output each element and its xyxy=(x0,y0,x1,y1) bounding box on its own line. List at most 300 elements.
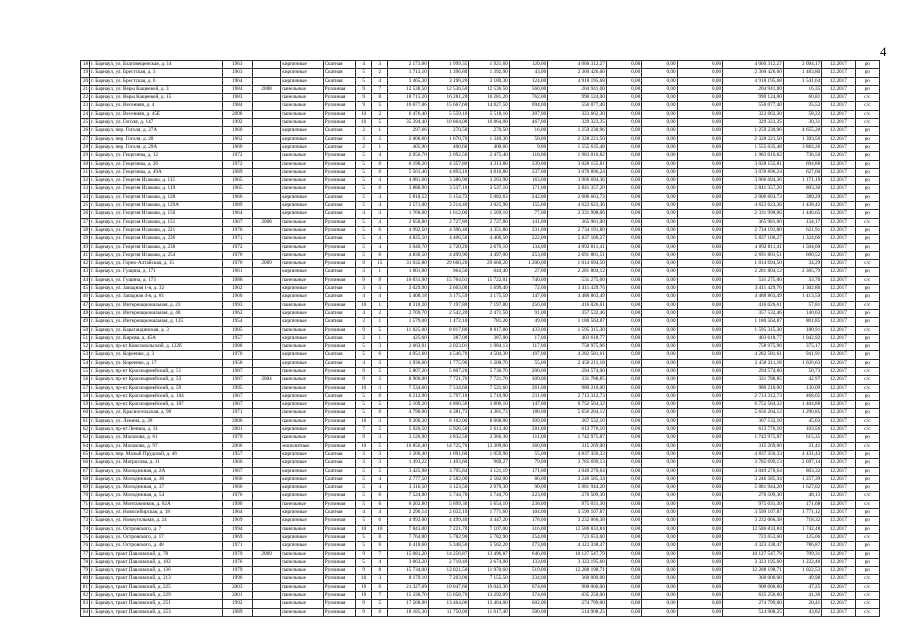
cost-per-sqm-cell: 103,56 xyxy=(783,426,821,434)
residential-area-cell: 13 496,87 xyxy=(469,550,509,558)
floors-cell: 9 xyxy=(356,260,372,268)
wall-material-cell: панельные xyxy=(281,376,323,384)
regional-funds-cell: 0,00 xyxy=(642,550,677,558)
owners-funds-cell: 331 788,85 xyxy=(723,376,784,384)
fund-method-cell: с/с xyxy=(855,600,879,608)
floors-cell: 10 xyxy=(356,525,372,533)
address-cell: г. Барнаул, тракт Павловский, д. 136 xyxy=(90,567,222,575)
wall-material-cell: кирпичные xyxy=(281,61,323,69)
address-cell: г. Барнаул, ул. Западная 1-я, д. 32 xyxy=(90,285,222,293)
living-area-cell: 5 797,10 xyxy=(428,392,468,400)
floors-cell: 9 xyxy=(356,600,372,608)
municipal-funds-cell: 0,00 xyxy=(677,268,723,276)
roof-type-cell: Рулонная xyxy=(323,218,355,226)
row-number-cell: 70 xyxy=(81,492,90,500)
municipal-funds-cell: 0,00 xyxy=(677,525,723,533)
completion-date-cell: 12.2017 xyxy=(822,276,855,284)
owners-funds-cell: 3 966 694,36 xyxy=(723,177,784,185)
cost-per-sqm-cell: 1 483,80 xyxy=(783,69,821,77)
total-cost-cell: 315 269,00 xyxy=(548,442,607,450)
year-reconstructed-cell xyxy=(252,69,280,77)
owners-funds-cell: 2 691 801,51 xyxy=(723,251,784,259)
owners-funds-cell: 5 656 204,12 xyxy=(723,409,784,417)
total-area-cell: 2 777,50 xyxy=(388,475,428,483)
residents-cell: 467,00 xyxy=(509,119,547,127)
row-number-cell: 84 xyxy=(81,608,90,616)
municipal-funds-cell: 0,00 xyxy=(677,301,723,309)
row-number-cell: 80 xyxy=(81,575,90,583)
municipal-funds-cell: 0,00 xyxy=(677,367,723,375)
total-area-cell: 16 031,90 xyxy=(388,276,428,284)
wall-material-cell: панельные xyxy=(281,343,323,351)
year-reconstructed-cell xyxy=(252,135,280,143)
regional-funds-cell: 0,00 xyxy=(642,152,677,160)
completion-date-cell: 12.2017 xyxy=(822,318,855,326)
roof-type-cell: Скатная xyxy=(323,351,355,359)
total-area-cell: 2 663,01 xyxy=(388,343,428,351)
floors-cell: 10 xyxy=(356,417,372,425)
address-cell: г. Барнаул, пр-кт Красноармейский, д. 104 xyxy=(90,392,222,400)
wall-material-cell: кирпичные xyxy=(281,69,323,77)
table-row xyxy=(81,285,880,293)
fund-method-cell: с/с xyxy=(855,376,879,384)
year-built-cell: 1979 xyxy=(222,567,252,575)
total-cost-cell: 3 028 155,81 xyxy=(548,160,607,168)
address-cell: г. Барнаул, тракт Павловский, д. 251 xyxy=(90,600,222,608)
owners-funds-cell: 531 275,00 xyxy=(723,276,784,284)
floors-cell: 5 xyxy=(356,533,372,541)
regional-funds-cell: 0,00 xyxy=(642,359,677,367)
municipal-funds-cell: 0,00 xyxy=(677,193,723,201)
owners-funds-cell: 1 555 635,48 xyxy=(723,143,784,151)
fund-method-cell: ро xyxy=(855,143,879,151)
cost-per-sqm-cell: 1 771,12 xyxy=(783,509,821,517)
cost-per-sqm-cell: 58,22 xyxy=(783,110,821,118)
regional-funds-cell: 0,00 xyxy=(642,442,677,450)
cost-per-sqm-cell: 21,41 xyxy=(783,442,821,450)
residential-area-cell: 5 736,70 xyxy=(469,367,509,375)
residents-cell: 273,00 xyxy=(509,542,547,550)
residents-cell: 239,00 xyxy=(509,160,547,168)
address-cell: г. Барнаул, ул. Веры Кащеевой, д. 3 xyxy=(90,85,222,93)
completion-date-cell: 12.2017 xyxy=(822,401,855,409)
wall-material-cell: кирпичные xyxy=(281,467,323,475)
regional-funds-cell: 0,00 xyxy=(642,600,677,608)
cost-per-sqm-cell: 1 222,40 xyxy=(783,558,821,566)
row-number-cell: 47 xyxy=(81,301,90,309)
municipal-funds-cell: 0,00 xyxy=(677,376,723,384)
completion-date-cell: 12.2017 xyxy=(822,500,855,508)
cost-per-sqm-cell: 1 446,65 xyxy=(783,210,821,218)
year-reconstructed-cell xyxy=(252,492,280,500)
completion-date-cell: 12.2017 xyxy=(822,558,855,566)
federal-funds-cell: 0,00 xyxy=(606,542,641,550)
floors-cell: 10 xyxy=(356,301,372,309)
roof-type-cell: Рулонная xyxy=(323,168,355,176)
table-row xyxy=(81,85,880,93)
owners-funds-cell: 1 259 230,96 xyxy=(723,127,784,135)
year-reconstructed-cell: 2009 xyxy=(252,550,280,558)
year-built-cell: 1983 xyxy=(222,94,252,102)
municipal-funds-cell: 0,00 xyxy=(677,417,723,425)
table-row xyxy=(81,450,880,458)
year-built-cell: 1965 xyxy=(222,185,252,193)
regional-funds-cell: 0,00 xyxy=(642,343,677,351)
living-area-cell: 16 281,20 xyxy=(428,94,468,102)
entrances-cell: 4 xyxy=(372,152,388,160)
residents-cell: 281,00 xyxy=(509,426,547,434)
residents-cell: 171,00 xyxy=(509,185,547,193)
completion-date-cell: 12.2017 xyxy=(822,334,855,342)
municipal-funds-cell: 0,00 xyxy=(677,484,723,492)
roof-type-cell: Скатная xyxy=(323,334,355,342)
residential-area-cell: 2 674,00 xyxy=(469,558,509,566)
municipal-funds-cell: 0,00 xyxy=(677,359,723,367)
owners-funds-cell: 4 323 338,47 xyxy=(723,542,784,550)
residents-cell: 155,00 xyxy=(509,202,547,210)
table-row xyxy=(81,77,880,85)
completion-date-cell: 12.2017 xyxy=(822,202,855,210)
year-reconstructed-cell xyxy=(252,127,280,135)
wall-material-cell: кирпичные xyxy=(281,77,323,85)
entrances-cell: 6 xyxy=(372,608,388,616)
total-cost-cell: 3 966 694,36 xyxy=(548,177,607,185)
regional-funds-cell: 0,00 xyxy=(642,467,677,475)
residential-area-cell: 7 721,70 xyxy=(469,376,509,384)
total-cost-cell: 990 124,00 xyxy=(548,94,607,102)
total-area-cell: 1 001,00 xyxy=(388,268,428,276)
year-reconstructed-cell xyxy=(252,484,280,492)
residential-area-cell: 1 921,60 xyxy=(469,61,509,69)
residential-area-cell: 1 392,90 xyxy=(469,69,509,77)
total-cost-cell: 2 458 211,18 xyxy=(548,359,607,367)
year-built-cell: 1994 xyxy=(222,525,252,533)
completion-date-cell: 12.2017 xyxy=(822,492,855,500)
year-built-cell: 1989 xyxy=(222,608,252,616)
roof-type-cell: Скатная xyxy=(323,143,355,151)
fund-method-cell: ро xyxy=(855,251,879,259)
municipal-funds-cell: 0,00 xyxy=(677,177,723,185)
row-number-cell: 77 xyxy=(81,550,90,558)
owners-funds-cell: 1 014 694,50 xyxy=(723,260,784,268)
owners-funds-cell: 365 981,00 xyxy=(723,218,784,226)
regional-funds-cell: 0,00 xyxy=(642,376,677,384)
completion-date-cell: 12.2017 xyxy=(822,177,855,185)
cost-per-sqm-cell: 47,25 xyxy=(783,583,821,591)
wall-material-cell: панельные xyxy=(281,417,323,425)
year-built-cell: 1979 xyxy=(222,550,252,558)
federal-funds-cell: 0,00 xyxy=(606,517,641,525)
living-area-cell: 4 381,73 xyxy=(428,409,468,417)
table-row xyxy=(81,218,880,226)
federal-funds-cell: 0,00 xyxy=(606,450,641,458)
total-area-cell: 18 185,30 xyxy=(388,608,428,616)
owners-funds-cell: 990 124,00 xyxy=(723,94,784,102)
total-cost-cell: 5 081 944,20 xyxy=(548,484,607,492)
wall-material-cell: кирпичные xyxy=(281,285,323,293)
residents-cell: 231,00 xyxy=(509,226,547,234)
total-area-cell: 4 081,60 xyxy=(388,177,428,185)
floors-cell: 5 xyxy=(356,226,372,234)
floors-cell: 9 xyxy=(356,550,372,558)
address-cell: г. Барнаул, пр-кт Красноармейский, д. 107 xyxy=(90,401,222,409)
regional-funds-cell: 0,00 xyxy=(642,110,677,118)
floors-cell: 7 xyxy=(356,426,372,434)
entrances-cell: 3 xyxy=(372,285,388,293)
year-built-cell: 1970 xyxy=(222,251,252,259)
owners-funds-cell: 3 049 270,64 xyxy=(723,467,784,475)
completion-date-cell: 12.2017 xyxy=(822,285,855,293)
year-built-cell: 1971 xyxy=(222,235,252,243)
residents-cell: 58,00 xyxy=(509,135,547,143)
wall-material-cell: панельные xyxy=(281,276,323,284)
cost-per-sqm-cell: 48,13 xyxy=(783,492,821,500)
table-row xyxy=(81,260,880,268)
roof-type-cell: Рулонная xyxy=(323,558,355,566)
federal-funds-cell: 0,00 xyxy=(606,152,641,160)
wall-material-cell: панельные xyxy=(281,384,323,392)
cost-per-sqm-cell: 1 541,64 xyxy=(783,77,821,85)
total-cost-cell: 2 328 221,50 xyxy=(548,135,607,143)
entrances-cell: 15 xyxy=(372,260,388,268)
entrances-cell: 6 xyxy=(372,226,388,234)
owners-funds-cell: 3 785 699,13 xyxy=(723,459,784,467)
year-built-cell: 2001 xyxy=(222,426,252,434)
owners-funds-cell: 2 331 998,06 xyxy=(723,210,784,218)
residents-cell: 43,00 xyxy=(509,69,547,77)
year-reconstructed-cell xyxy=(252,301,280,309)
year-built-cell: 1972 xyxy=(222,160,252,168)
residential-area-cell: 2 582,00 xyxy=(469,475,509,483)
regional-funds-cell: 0,00 xyxy=(642,193,677,201)
roof-type-cell: Рулонная xyxy=(323,426,355,434)
table-row xyxy=(81,384,880,392)
floors-cell: 5 xyxy=(356,177,372,185)
entrances-cell: 7 xyxy=(372,550,388,558)
residential-area-cell: 1 569,10 xyxy=(469,210,509,218)
regional-funds-cell: 0,00 xyxy=(642,401,677,409)
completion-date-cell: 12.2017 xyxy=(822,384,855,392)
roof-type-cell: Скатная xyxy=(323,318,355,326)
year-built-cell: 1961 xyxy=(222,268,252,276)
address-cell: г. Барнаул, ул. Георгиева, д. 12 xyxy=(90,152,222,160)
living-area-cell: 7 534,60 xyxy=(428,384,468,392)
floors-cell: 10 xyxy=(356,119,372,127)
total-cost-cell: 3 232 066,38 xyxy=(548,517,607,525)
completion-date-cell: 12.2017 xyxy=(822,309,855,317)
living-area-cell: 5 699,30 xyxy=(428,500,468,508)
table-row xyxy=(81,542,880,550)
roof-type-cell: Рулонная xyxy=(323,533,355,541)
municipal-funds-cell: 0,00 xyxy=(677,459,723,467)
floors-cell: 5 xyxy=(356,343,372,351)
entrances-cell: 5 xyxy=(372,102,388,110)
residents-cell: 118,00 xyxy=(509,152,547,160)
regional-funds-cell: 0,00 xyxy=(642,426,677,434)
total-cost-cell: 360 000,00 xyxy=(548,575,607,583)
floors-cell: 4 xyxy=(356,293,372,301)
roof-type-cell: Рулонная xyxy=(323,517,355,525)
wall-material-cell: кирпичные xyxy=(281,450,323,458)
year-reconstructed-cell xyxy=(252,251,280,259)
regional-funds-cell: 0,00 xyxy=(642,185,677,193)
residential-area-cell: 4 313,80 xyxy=(469,160,509,168)
address-cell: г. Барнаул, ул. Гущина, д. 173 xyxy=(90,276,222,284)
regional-funds-cell: 0,00 xyxy=(642,243,677,251)
year-reconstructed-cell xyxy=(252,525,280,533)
residents-cell: 254,00 xyxy=(509,533,547,541)
entrances-cell: 4 xyxy=(372,235,388,243)
entrances-cell: 5 xyxy=(372,326,388,334)
year-built-cell: 1976 xyxy=(222,492,252,500)
row-number-cell: 38 xyxy=(81,226,90,234)
year-reconstructed-cell xyxy=(252,500,280,508)
wall-material-cell: панельные xyxy=(281,102,323,110)
living-area-cell: 1 493,60 xyxy=(428,459,468,467)
fund-method-cell: ро xyxy=(855,550,879,558)
address-cell: г. Барнаул, ул. Островского, д. 7 xyxy=(90,525,222,533)
wall-material-cell: панельные xyxy=(281,608,323,616)
federal-funds-cell: 0,00 xyxy=(606,467,641,475)
regional-funds-cell: 0,00 xyxy=(642,492,677,500)
cost-per-sqm-cell: 50,73 xyxy=(783,367,821,375)
owners-funds-cell: 357 532,46 xyxy=(723,309,784,317)
completion-date-cell: 12.2017 xyxy=(822,575,855,583)
roof-type-cell: Рулонная xyxy=(323,542,355,550)
fund-method-cell: ро xyxy=(855,69,879,77)
entrances-cell: 2 xyxy=(372,376,388,384)
fund-method-cell: с/с xyxy=(855,500,879,508)
total-area-cell: 405,90 xyxy=(388,143,428,151)
table-row xyxy=(81,426,880,434)
residential-area-cell: 4 351,80 xyxy=(469,226,509,234)
completion-date-cell: 12.2017 xyxy=(822,583,855,591)
fund-method-cell: с/с xyxy=(855,492,879,500)
entrances-cell: 5 xyxy=(372,600,388,608)
cost-per-sqm-cell: 30,31 xyxy=(783,119,821,127)
living-area-cell: 3 537,10 xyxy=(428,185,468,193)
fund-method-cell: ро xyxy=(855,243,879,251)
fund-method-cell: ро xyxy=(855,467,879,475)
table-row xyxy=(81,243,880,251)
table-row xyxy=(81,592,880,600)
residential-area-cell: 1 349,30 xyxy=(469,135,509,143)
total-area-cell: 8 900,00 xyxy=(388,376,428,384)
regional-funds-cell: 0,00 xyxy=(642,102,677,110)
year-reconstructed-cell xyxy=(252,575,280,583)
federal-funds-cell: 0,00 xyxy=(606,260,641,268)
residential-area-cell: 2 366,30 xyxy=(469,434,509,442)
row-number-cell: 33 xyxy=(81,185,90,193)
residents-cell: 223,00 xyxy=(509,492,547,500)
floors-cell: 5 xyxy=(356,69,372,77)
entrances-cell: 4 xyxy=(372,177,388,185)
regional-funds-cell: 0,00 xyxy=(642,135,677,143)
cost-per-sqm-cell: 3 883,26 xyxy=(783,143,821,151)
year-built-cell: 1985 xyxy=(222,326,252,334)
cost-per-sqm-cell: 1 290,85 xyxy=(783,409,821,417)
owners-funds-cell: 1 742 975,87 xyxy=(723,434,784,442)
address-cell: г. Барнаул, ул. Георгиева, д. 26 xyxy=(90,160,222,168)
table-row xyxy=(81,475,880,483)
fund-method-cell: ро xyxy=(855,127,879,135)
year-built-cell: 1958 xyxy=(222,359,252,367)
completion-date-cell: 12.2017 xyxy=(822,475,855,483)
roof-type-cell: Рулонная xyxy=(323,442,355,450)
municipal-funds-cell: 0,00 xyxy=(677,592,723,600)
entrances-cell: 4 xyxy=(372,484,388,492)
table-row xyxy=(81,459,880,467)
federal-funds-cell: 0,00 xyxy=(606,243,641,251)
completion-date-cell: 12.2017 xyxy=(822,293,855,301)
row-number-cell: 67 xyxy=(81,467,90,475)
residential-area-cell: 4 406,50 xyxy=(469,235,509,243)
regional-funds-cell: 0,00 xyxy=(642,509,677,517)
completion-date-cell: 12.2017 xyxy=(822,61,855,69)
total-cost-cell: 274 799,00 xyxy=(548,600,607,608)
floors-cell: 9 xyxy=(356,376,372,384)
roof-type-cell: Рулонная xyxy=(323,376,355,384)
regional-funds-cell: 0,00 xyxy=(642,567,677,575)
table-row xyxy=(81,351,880,359)
cost-per-sqm-cell: 1 413,59 xyxy=(783,293,821,301)
wall-material-cell: панельные xyxy=(281,177,323,185)
fund-method-cell: ро xyxy=(855,542,879,550)
cost-per-sqm-cell: 140,63 xyxy=(783,309,821,317)
wall-material-cell: кирпичные xyxy=(281,127,323,135)
row-number-cell: 74 xyxy=(81,525,90,533)
fund-method-cell: ро xyxy=(855,293,879,301)
residents-cell: 163,00 xyxy=(509,177,547,185)
municipal-funds-cell: 0,00 xyxy=(677,467,723,475)
wall-material-cell: панельные xyxy=(281,592,323,600)
floors-cell: 9 xyxy=(356,276,372,284)
residents-cell: 316,00 xyxy=(509,525,547,533)
cost-per-sqm-cell: 803,30 xyxy=(783,185,821,193)
wall-material-cell: кирпичные xyxy=(281,459,323,467)
owners-funds-cell: 3 070 896,24 xyxy=(723,168,784,176)
residential-area-cell: 15 722,01 xyxy=(469,276,509,284)
floors-cell: 5 xyxy=(356,467,372,475)
federal-funds-cell: 0,00 xyxy=(606,343,641,351)
entrances-cell: 5 xyxy=(372,367,388,375)
year-reconstructed-cell xyxy=(252,343,280,351)
cost-per-sqm-cell: 621,91 xyxy=(783,226,821,234)
living-area-cell: 2 542,20 xyxy=(428,309,468,317)
roof-type-cell: Скатная xyxy=(323,450,355,458)
fund-method-cell: ро xyxy=(855,567,879,575)
entrances-cell: 4 xyxy=(372,509,388,517)
total-area-cell: 6 476,40 xyxy=(388,110,428,118)
table-row xyxy=(81,276,880,284)
table-row xyxy=(81,119,880,127)
federal-funds-cell: 0,00 xyxy=(606,293,641,301)
table-row xyxy=(81,517,880,525)
entrances-cell: 4 xyxy=(372,202,388,210)
federal-funds-cell: 0,00 xyxy=(606,119,641,127)
year-built-cell: 1971 xyxy=(222,542,252,550)
year-reconstructed-cell xyxy=(252,119,280,127)
year-built-cell: 1972 xyxy=(222,243,252,251)
year-reconstructed-cell xyxy=(252,533,280,541)
row-number-cell: 45 xyxy=(81,285,90,293)
federal-funds-cell: 0,00 xyxy=(606,160,641,168)
fund-method-cell: ро xyxy=(855,434,879,442)
federal-funds-cell: 0,00 xyxy=(606,550,641,558)
owners-funds-cell: 204 941,00 xyxy=(723,85,784,93)
completion-date-cell: 12.2017 xyxy=(822,119,855,127)
fund-method-cell: с/с xyxy=(855,533,879,541)
